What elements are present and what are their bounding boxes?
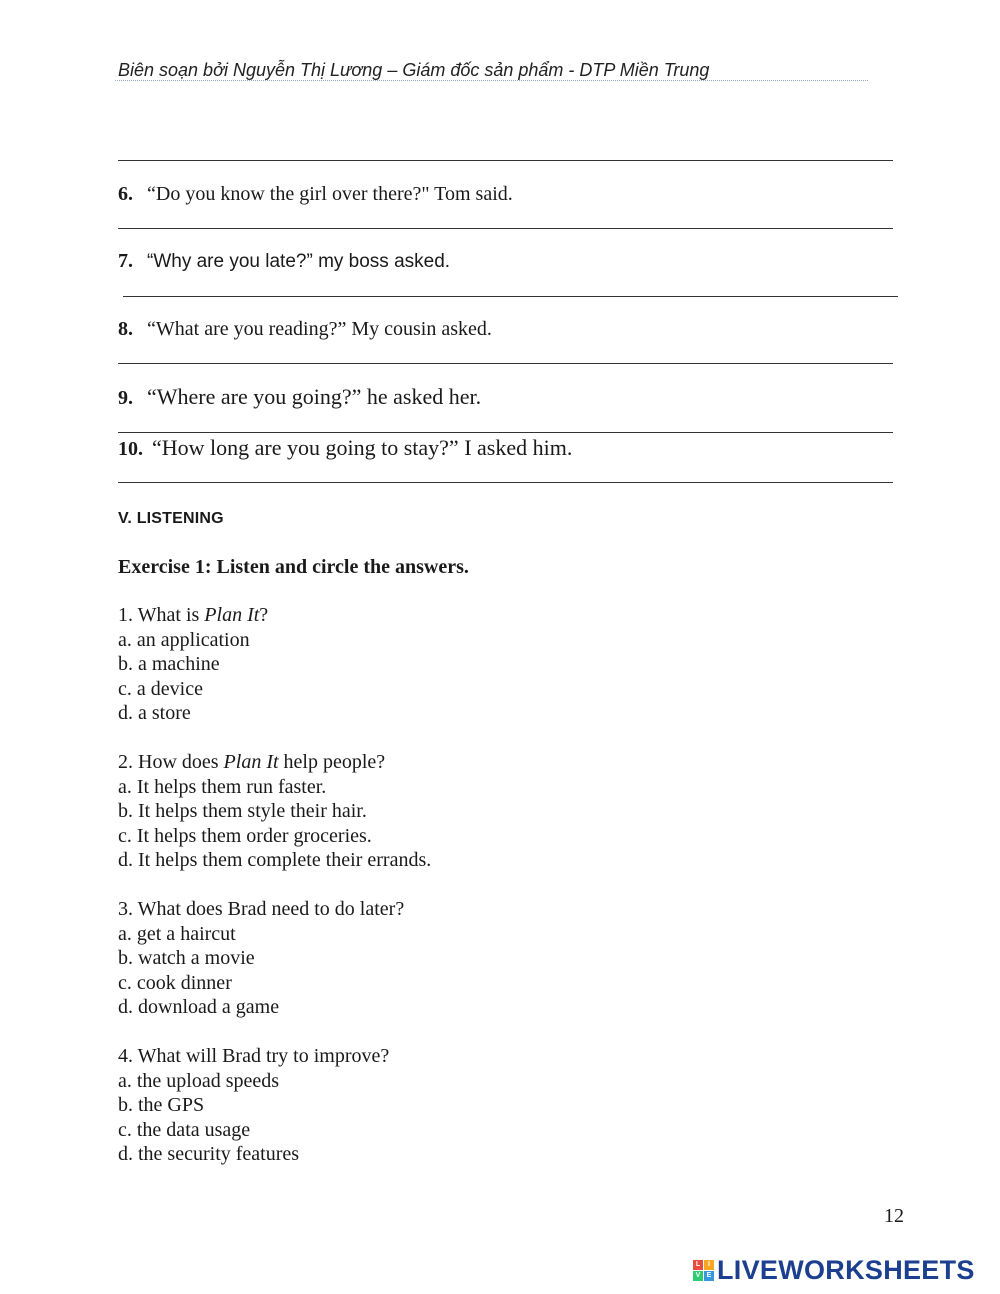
answer-option[interactable]: b. watch a movie — [118, 947, 255, 969]
answer-option[interactable]: d. a store — [118, 702, 191, 724]
answer-line[interactable] — [118, 160, 893, 161]
exercise-item-7 — [118, 250, 450, 273]
question-text: 2. How does Plan It help people? — [118, 751, 386, 773]
page-header: Biên soạn bởi Nguyễn Thị Lương – Giám đốc sản phẩm - DTP Miền Trung — [118, 60, 710, 80]
answer-option[interactable]: b. a machine — [118, 653, 220, 675]
answer-option[interactable]: c. a device — [118, 677, 203, 700]
item-number: 10. — [118, 438, 143, 460]
question-block — [118, 897, 431, 1020]
exercise-item-6 — [118, 183, 513, 206]
answer-option[interactable]: d. download a game — [118, 996, 280, 1018]
section-title: V. LISTENING — [118, 510, 224, 527]
answer-option[interactable]: c. cook dinner — [118, 971, 232, 994]
exercise-item-10 — [118, 435, 572, 461]
answer-option[interactable]: d. It helps them complete their errands. — [118, 849, 432, 871]
answer-line[interactable] — [118, 363, 893, 364]
answer-option[interactable]: b. It helps them style their hair. — [118, 800, 367, 822]
question-text: 1. What is Plan It? — [118, 604, 269, 626]
item-text: “Do you know the girl over there?" Tom said. — [147, 183, 513, 205]
answer-option[interactable]: a. get a haircut — [118, 922, 236, 945]
logo-mark-tile: L — [693, 1260, 703, 1270]
answer-option[interactable]: c. the data usage — [118, 1118, 251, 1141]
answer-option[interactable]: a. an application — [118, 628, 250, 651]
answer-line[interactable] — [123, 296, 898, 297]
exercise-title: Exercise 1: Listen and circle the answers. — [118, 556, 469, 578]
header-divider — [115, 80, 868, 81]
answer-line[interactable] — [118, 482, 893, 483]
item-number: 7. — [118, 250, 133, 272]
exercise-item-9 — [118, 384, 481, 410]
item-text: “Where are you going?” he asked her. — [147, 384, 482, 409]
question-block — [118, 750, 431, 873]
logo-mark-tile: V — [693, 1271, 703, 1281]
answer-option[interactable]: b. the GPS — [118, 1094, 205, 1116]
logo-mark-icon — [693, 1260, 714, 1281]
answer-line[interactable] — [118, 228, 893, 229]
logo-mark-tile: I — [704, 1260, 714, 1270]
question-block — [118, 1044, 431, 1167]
answer-option[interactable]: d. the security features — [118, 1143, 300, 1165]
question-text: 3. What does Brad need to do later? — [118, 898, 405, 920]
question-block — [118, 603, 431, 726]
answer-option[interactable]: a. the upload speeds — [118, 1069, 280, 1092]
answer-line[interactable] — [118, 432, 893, 433]
answer-option[interactable]: c. It helps them order groceries. — [118, 824, 372, 847]
item-number: 8. — [118, 318, 133, 340]
item-number: 6. — [118, 183, 133, 205]
question-text: 4. What will Brad try to improve? — [118, 1045, 390, 1067]
item-number: 9. — [118, 387, 133, 409]
item-text: “Why are you late?” my boss asked. — [147, 251, 451, 272]
page-number: 12 — [884, 1205, 904, 1227]
liveworksheets-logo — [693, 1255, 975, 1286]
answer-option[interactable]: a. It helps them run faster. — [118, 775, 327, 798]
exercise-item-8 — [118, 318, 492, 341]
question-list — [118, 603, 431, 1191]
logo-mark-tile: E — [704, 1271, 714, 1281]
logo-text: LIVEWORKSHEETS — [717, 1255, 975, 1285]
item-text: “What are you reading?” My cousin asked. — [147, 318, 492, 340]
item-text: “How long are you going to stay?” I asked him. — [152, 435, 573, 460]
